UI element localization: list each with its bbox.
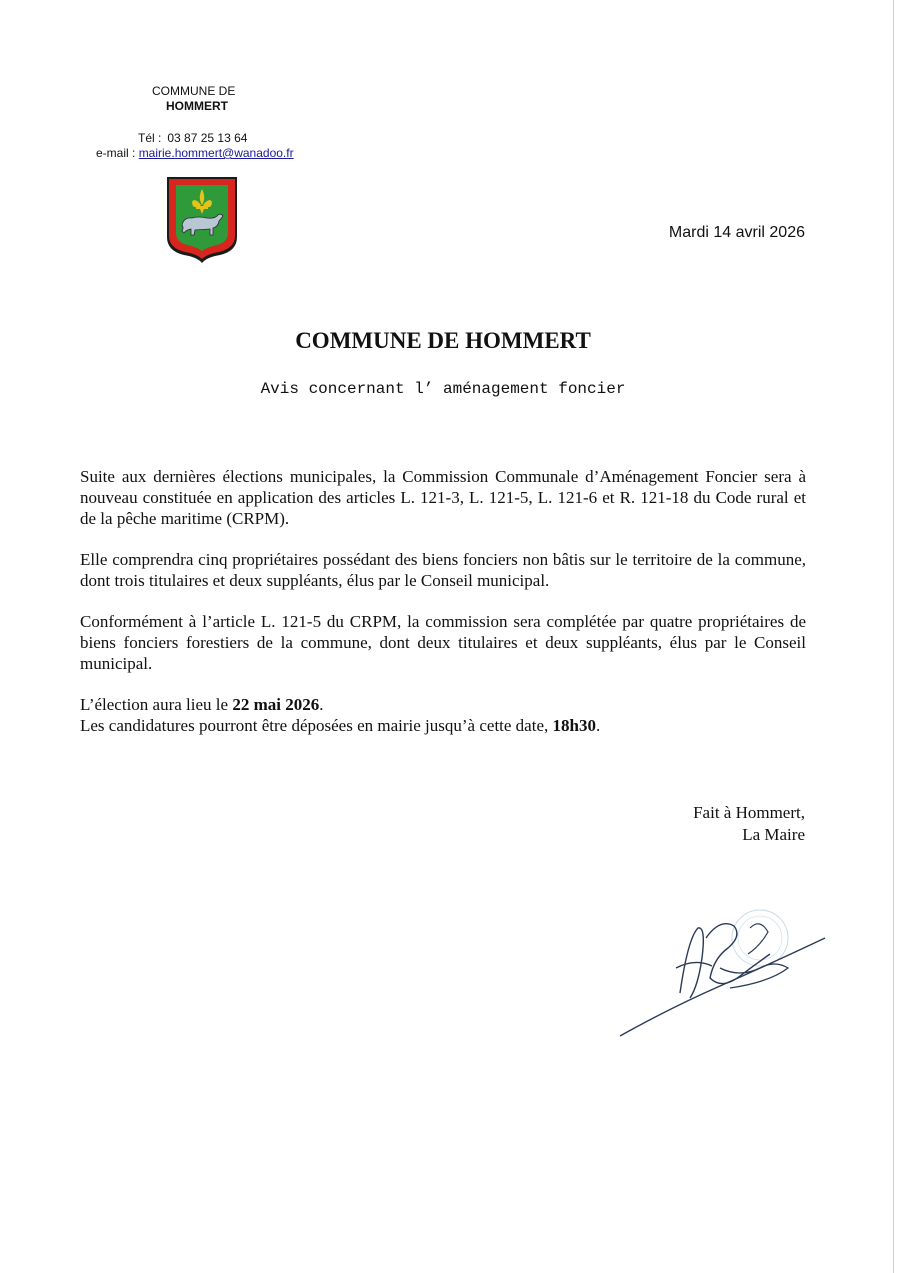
letterhead-email — [96, 146, 294, 160]
handwritten-signature-icon — [610, 898, 840, 1048]
paragraph-commission: Suite aux dernières élections municipales, la Commission Communale d’Aménagement Foncier sera à nouveau constituée en application des articles L. 121-3, L. 121-5, L. 121-6 et R. 121-18 du Code rural et de la pêche maritime (CRPM). — [80, 467, 806, 528]
coat-of-arms-icon — [165, 175, 239, 263]
letter-date: Mardi 14 avril 2026 — [668, 224, 805, 241]
election-suffix: . — [319, 695, 324, 714]
election-prefix: L’élection aura lieu le — [80, 695, 233, 714]
notice-subtitle: Avis concernant l’ aménagement foncier — [260, 380, 626, 398]
paragraph-owners: Elle comprendra cinq propriétaires possédant des biens fonciers non bâtis sur le territoire de la commune, dont trois titulaires et deux suppléants, élus par le Conseil municipal. — [80, 550, 806, 590]
notice-body — [80, 466, 806, 736]
closing-place: Fait à Hommert, — [693, 803, 805, 822]
scan-edge-line — [893, 0, 894, 1273]
letterhead-commune-name: HOMMERT — [166, 99, 228, 113]
email-link[interactable]: mairie.hommert@wanadoo.fr — [138, 146, 294, 160]
email-label: e-mail : — [96, 146, 136, 160]
deadline-suffix: . — [595, 716, 601, 735]
phone-label: Tél : — [138, 131, 162, 145]
letterhead-line1: COMMUNE DE — [152, 84, 236, 98]
page-title: COMMUNE DE HOMMERT — [295, 328, 591, 353]
election-date: 22 mai 2026 — [232, 695, 320, 714]
closing-signatory: La Maire — [742, 825, 805, 844]
deadline-prefix: Les candidatures pourront être déposées en mairie jusqu’à cette date, — [80, 716, 553, 735]
letterhead-phone — [138, 131, 247, 145]
closing-block — [693, 802, 805, 846]
paragraph-forest-owners: Conformément à l’article L. 121-5 du CRPM, la commission sera complétée par quatre propriétaires de biens fonciers forestiers de la commune, dont deux titulaires et deux suppléants, élus par le Conseil municipal. — [80, 612, 806, 673]
phone-number: 03 87 25 13 64 — [167, 131, 248, 145]
paragraph-election — [80, 694, 806, 736]
deadline-time: 18h30 — [552, 716, 596, 735]
